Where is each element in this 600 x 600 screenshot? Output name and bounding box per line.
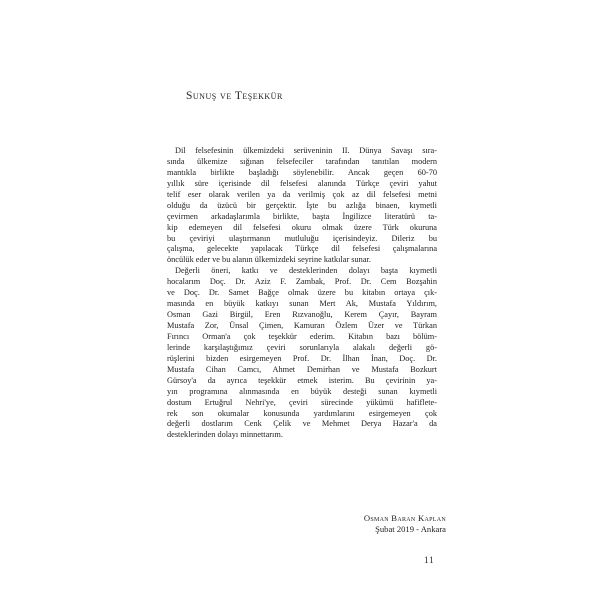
text-line: Mustafa Zor, Ünsal Çimen, Kamuran Özlem Üzer ve Türkan [167,321,437,330]
text-line: telif eser olarak verilen ya da verilmiş çok az dil felsefesi metni [167,189,437,199]
text-line: yın programına alınmasında en büyük desteği sunan kıymetli [167,386,437,396]
text-line: olduğu da üzücü bir gerçektir. İşte bu azlığa binaen, kıymetli [167,200,437,210]
text-line: Değerli öneri, katkı ve desteklerinden dolayı başta kıymetli [175,266,437,276]
text-line: Osman Gazi Birgül, Eren Rızvanoğlu, Kerem Çayır, Bayram [167,310,437,320]
text-line: değerli dostlarım Cenk Çelik ve Mehmet Derya Hazar'a da [167,419,437,429]
text-line: yıllık süre içerisinde dil felsefesi alanında Türkçe çeviri yahut [167,178,437,188]
text-line: Mustafa Cihan Camcı, Ahmet Demirhan ve Mustafa Bozkurt [167,364,437,374]
text-line: masında en büyük katkıyı sunan Mert Ak, Mustafa Yıldırım, [167,299,437,309]
text-line: öncülük eder ve bu alanın ülkemizdeki seyrine katkılar sunar. [167,255,371,265]
paragraph-intro [167,146,437,266]
text-line: bu çeviriyi ulaştırmanın mutluluğu içerisindeyiz. Dileriz bu [167,233,437,243]
text-line: rek son okumalar konusunda yardımlarını esirgemeyen çok [167,408,437,418]
section-title: Sunuş ve Teşekkür [186,90,283,102]
text-line: ve Doç. Dr. Samet Bağçe olmak üzere bu kitabın ortaya çık- [167,288,437,298]
text-line: Dil felsefesinin ülkemizdeki serüveninin II. Dünya Savaşı sıra- [175,146,437,155]
signature-block [286,513,446,535]
text-line: rüşlerini bizden esirgemeyen Prof. Dr. İlhan İnan, Doç. Dr. [167,353,437,363]
text-line: mantıkla birlikte başladığı söylenebilir. Ancak geçen 60-70 [167,167,437,177]
signature-date-place: Şubat 2019 - Ankara [375,524,446,534]
text-line: çevirmen arkadaşlarımla birlikte, başta İngilizce literatürü ta- [167,211,437,221]
text-line: çalışma, gelecekte yapılacak Türkçe dil felsefesi çalışmalarına [167,244,437,254]
page-number: 11 [424,555,435,565]
paragraph-thanks [167,266,437,441]
text-line: desteklerinden dolayı minnettarım. [167,430,283,440]
text-line: Gürsoy'a da ayrıca teşekkür etmek isterim. Bu çevirinin ya- [167,375,437,385]
text-line: hocalarım Doç. Dr. Aziz F. Zambak, Prof. Dr. Cem Bozşahin [167,277,437,287]
body-text [167,146,437,441]
text-line: dostum Ertuğrul Nehri'ye, çeviri sürecinde yükümü hafiflete- [167,397,437,407]
text-line: Fırıncı Orman'a çok teşekkür ederim. Kitabın bazı bölüm- [167,331,437,341]
text-line: sında ülkemize sığınan felsefeciler tarafından tanıtılan modern [167,156,437,166]
author-name: Osman Baran Kaplan [363,513,446,523]
text-line: kip edemeyen dil felsefesi okuru olmak üzere Türk okuruna [167,222,437,232]
text-line: lerinde karşılaştığımız çeviri sorunlarıyla alakalı değerli gö- [167,342,437,352]
